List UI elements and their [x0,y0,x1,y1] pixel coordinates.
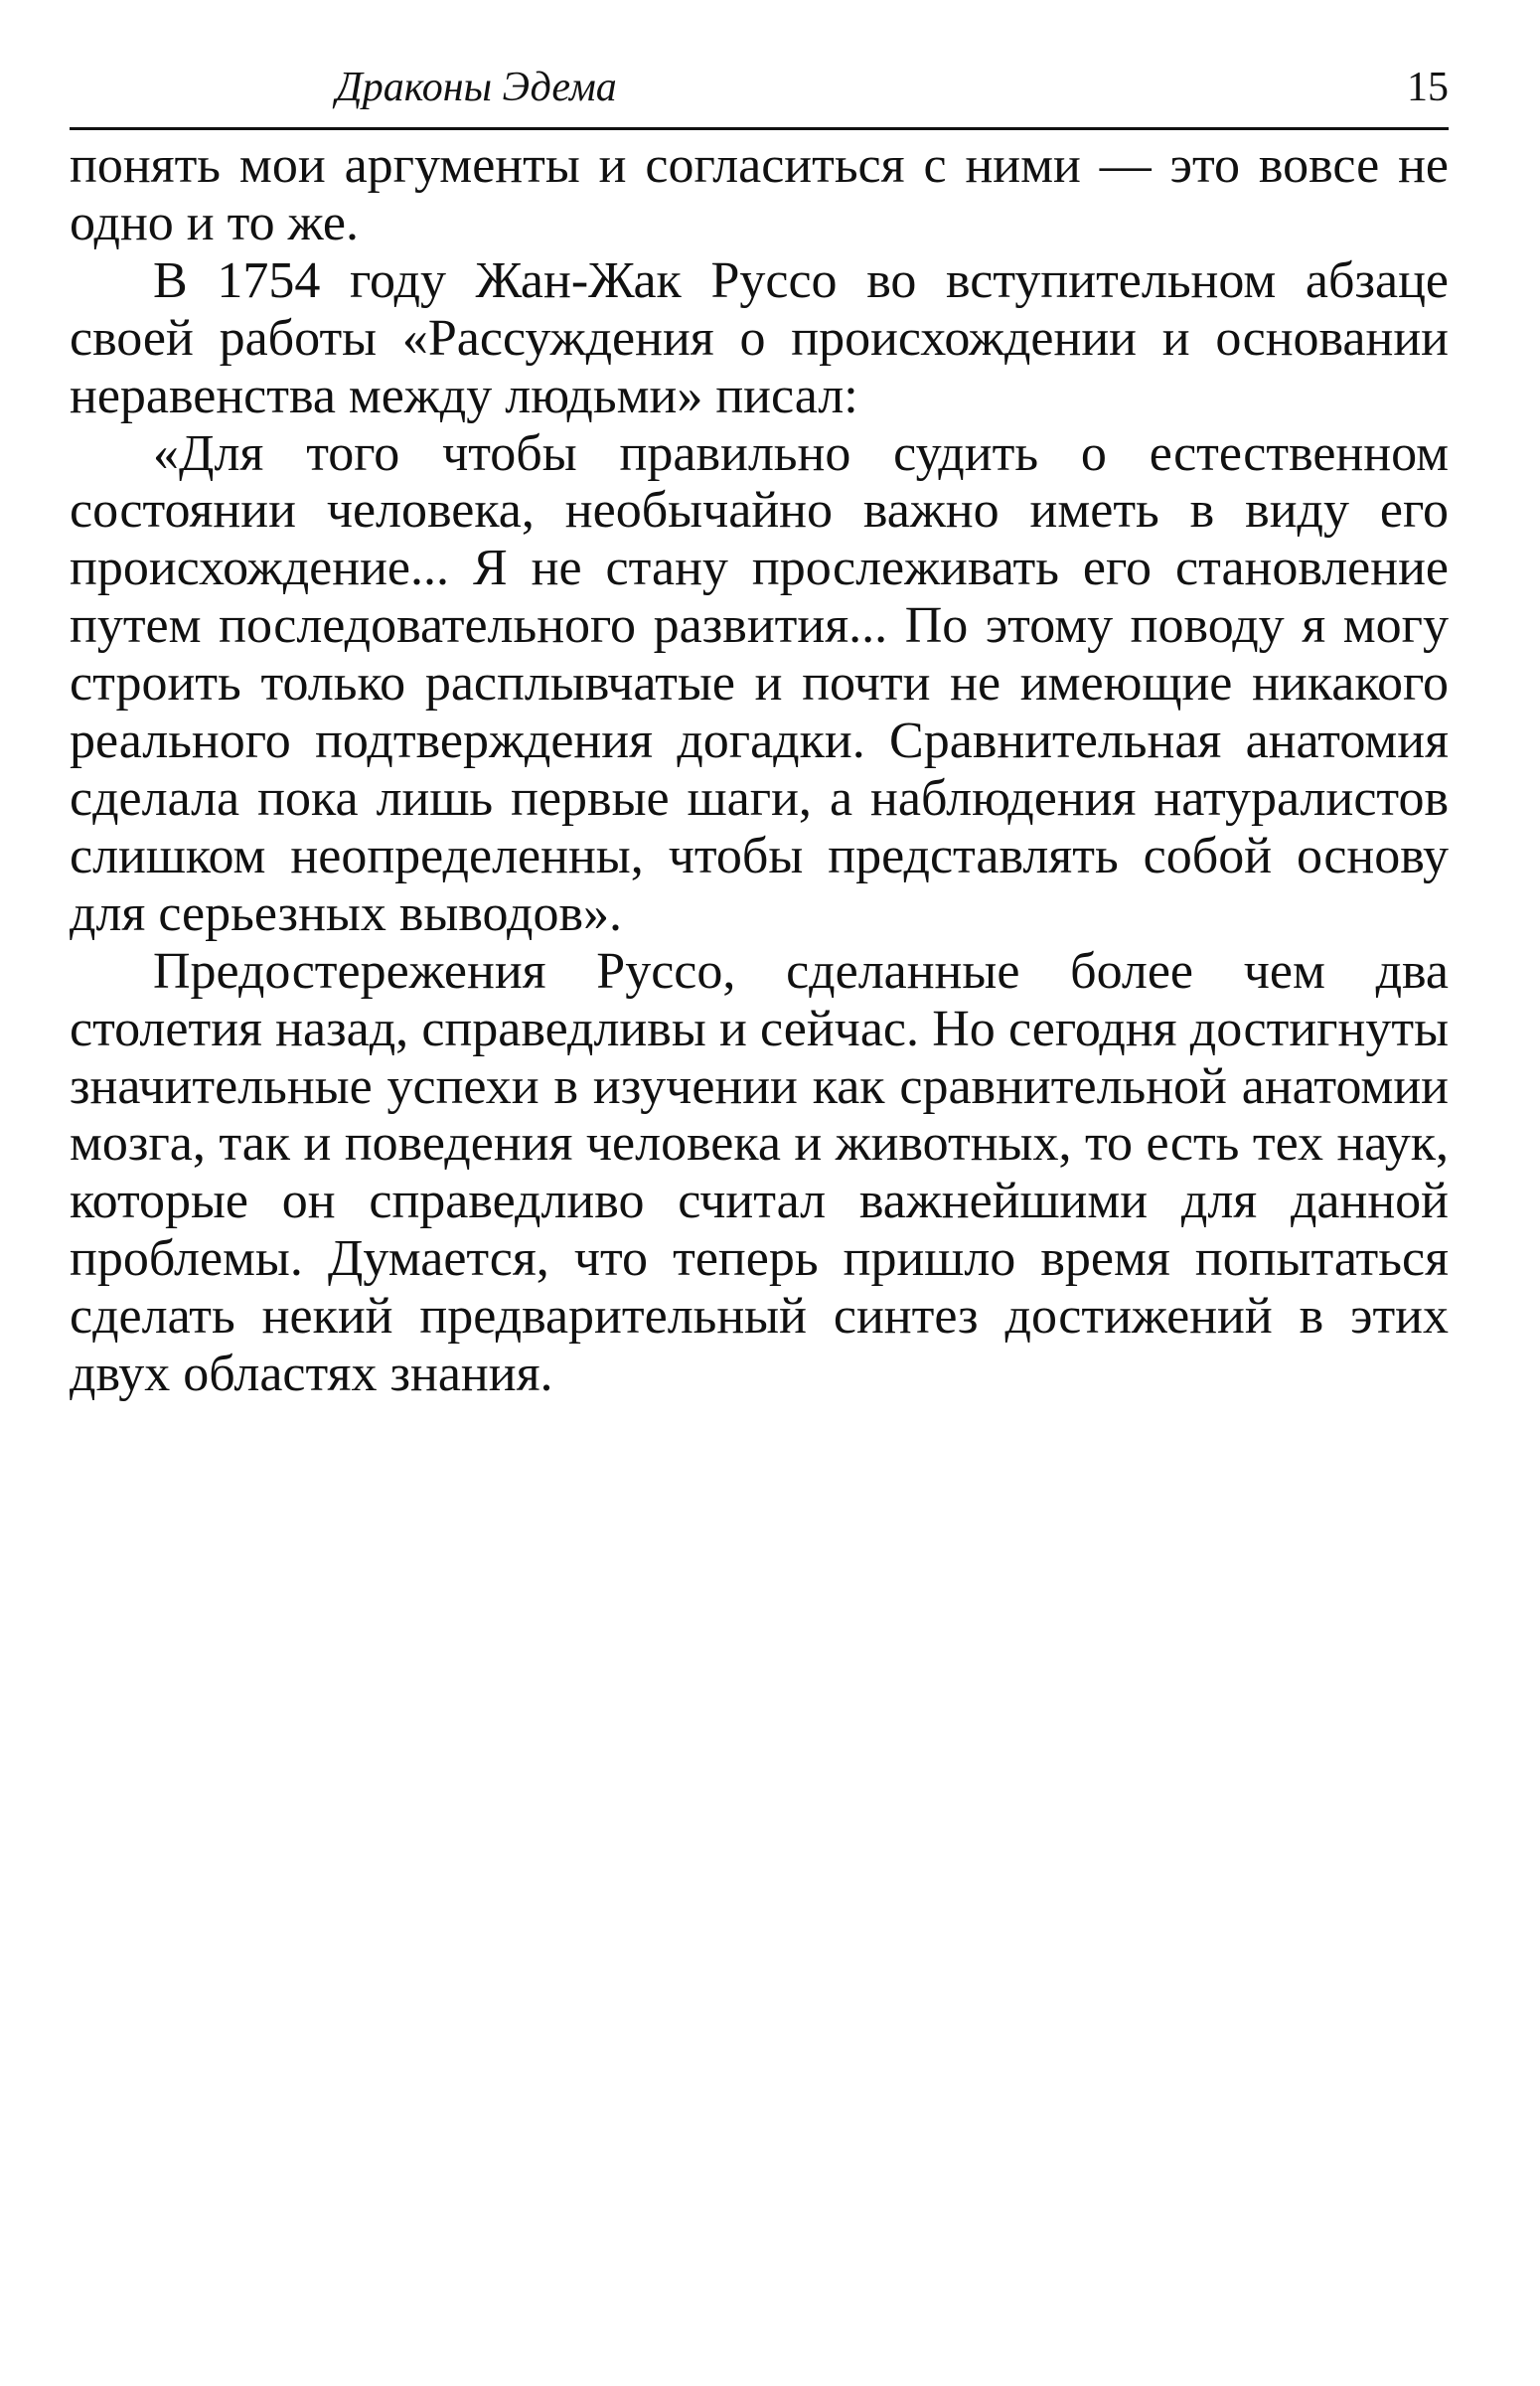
running-head-title: Драконы Эдема [336,65,617,110]
paragraph-rousseau-quote: «Для того чтобы правильно судить о естественном состоянии человека, необычайно важно иметь в виду его происхождение... Я не стану прослеживать его становление путем последовательного развития... По этому поводу я могу строить только расплывчатые и почти не имеющие никакого реального подтверждения догадки. Сравнительная анатомия сделала пока лишь первые шаги, а наблюдения натуралистов слишком неопределенны, чтобы представлять собой основу для серьезных выводов». [70,424,1449,942]
header-rule [70,127,1449,130]
paragraph-conclusion: Предостережения Руссо, сделанные более чем два столетия назад, справедливы и сейчас. Но сегодня достигнуты значительные успехи в изучении как сравнительной анатомии мозга, так и поведения человека и животных, то есть тех наук, которые он справедливо считал важнейшими для данной проблемы. Думается, что теперь пришло время попытаться сделать некий предварительный синтез достижений в этих двух областях знания. [70,942,1449,1403]
running-header [70,58,1449,117]
page-number: 15 [1407,65,1449,110]
paragraph-rousseau-intro: В 1754 году Жан-Жак Руссо во вступительном абзаце своей работы «Рассуждения о происхождении и основании неравенства между людьми» писал: [70,251,1449,424]
body-text [70,137,1449,1403]
paragraph-continuation: понять мои аргументы и согласиться с ними — это вовсе не одно и то же. [70,137,1449,251]
